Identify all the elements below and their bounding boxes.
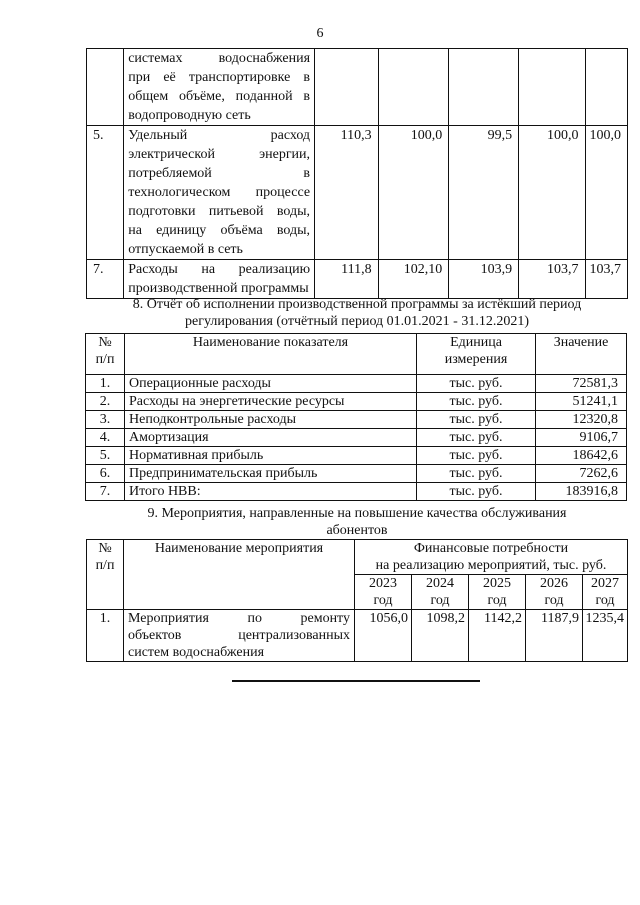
- value-cell: [585, 49, 628, 126]
- value-cell: 99,5: [449, 126, 519, 260]
- table-row: [86, 411, 627, 429]
- table-row: [87, 49, 628, 126]
- table-row: [87, 610, 628, 662]
- page-number: 6: [316, 26, 324, 41]
- table-row: [86, 447, 627, 465]
- column-header-financial-needs: Финансовые потребности на реализацию мероприятий, тыс. руб.: [355, 540, 628, 575]
- value-cell: 103,7: [585, 260, 628, 299]
- indicators-table-continuation: [86, 48, 628, 299]
- value-cell: 1235,4: [583, 610, 628, 662]
- indicator-name: Амортизация: [125, 429, 417, 447]
- row-number: 1.: [86, 375, 125, 393]
- row-number: 1.: [87, 610, 124, 662]
- unit-cell: тыс. руб.: [417, 483, 536, 501]
- value-cell: [315, 49, 379, 126]
- row-number: 7.: [86, 483, 125, 501]
- table-row: [86, 429, 627, 447]
- value-cell: 72581,3: [536, 375, 627, 393]
- indicator-name: Итого НВВ:: [125, 483, 417, 501]
- value-cell: 111,8: [315, 260, 379, 299]
- value-cell: 12320,8: [536, 411, 627, 429]
- row-number: 5.: [86, 447, 125, 465]
- value-cell: [378, 49, 449, 126]
- indicator-name: Нормативная прибыль: [125, 447, 417, 465]
- table-row: [87, 260, 628, 299]
- value-cell: 103,9: [449, 260, 519, 299]
- indicator-description: системах водоснабжения при её транспортировке в общем объёме, поданной в водопроводную сеть: [124, 49, 315, 126]
- value-cell: 7262,6: [536, 465, 627, 483]
- indicator-name: Операционные расходы: [125, 375, 417, 393]
- production-program-report-table: [85, 333, 627, 501]
- indicator-description: Удельный расход электрической энергии, потребляемой в технологическом процессе подготовки питьевой воды, на единицу объёма воды, отпускаемой в сеть: [124, 126, 315, 260]
- unit-cell: тыс. руб.: [417, 465, 536, 483]
- value-cell: 110,3: [315, 126, 379, 260]
- value-cell: 1098,2: [412, 610, 469, 662]
- column-header-name: Наименование мероприятия: [124, 540, 355, 610]
- table-row: [86, 375, 627, 393]
- row-number: 3.: [86, 411, 125, 429]
- table-row: [86, 393, 627, 411]
- unit-cell: тыс. руб.: [417, 375, 536, 393]
- value-cell: 100,0: [519, 126, 585, 260]
- table-row: [87, 126, 628, 260]
- indicator-name: Предпринимательская прибыль: [125, 465, 417, 483]
- table-header-row: [86, 334, 627, 375]
- table-header-row: [87, 540, 628, 575]
- unit-cell: тыс. руб.: [417, 411, 536, 429]
- value-cell: 1187,9: [526, 610, 583, 662]
- unit-cell: тыс. руб.: [417, 393, 536, 411]
- service-quality-measures-table: [86, 539, 628, 662]
- indicator-name: Неподконтрольные расходы: [125, 411, 417, 429]
- row-number: 5.: [87, 126, 124, 260]
- row-number: 6.: [86, 465, 125, 483]
- column-header-number: № п/п: [87, 540, 124, 610]
- table-row: [86, 483, 627, 501]
- year-header: 2027 год: [583, 575, 628, 610]
- measure-description: Мероприятия по ремонту объектов централизованных систем водоснабжения: [124, 610, 355, 662]
- column-header-name: Наименование показателя: [125, 334, 417, 375]
- value-cell: 18642,6: [536, 447, 627, 465]
- value-cell: 1142,2: [469, 610, 526, 662]
- year-header: 2024 год: [412, 575, 469, 610]
- unit-cell: тыс. руб.: [417, 447, 536, 465]
- value-cell: 51241,1: [536, 393, 627, 411]
- section-9-heading: 9. Мероприятия, направленные на повышение качества обслуживания абонентов: [147, 506, 567, 538]
- end-divider: [232, 680, 480, 682]
- value-cell: [449, 49, 519, 126]
- column-header-value: Значение: [536, 334, 627, 375]
- row-number: 2.: [86, 393, 125, 411]
- year-header: 2026 год: [526, 575, 583, 610]
- row-number: [87, 49, 124, 126]
- row-number: 7.: [87, 260, 124, 299]
- year-header: 2025 год: [469, 575, 526, 610]
- value-cell: [519, 49, 585, 126]
- value-cell: 183916,8: [536, 483, 627, 501]
- value-cell: 9106,7: [536, 429, 627, 447]
- value-cell: 100,0: [585, 126, 628, 260]
- unit-cell: тыс. руб.: [417, 429, 536, 447]
- indicator-description: Расходы на реализацию производственной программы: [124, 260, 315, 299]
- indicator-name: Расходы на энергетические ресурсы: [125, 393, 417, 411]
- column-header-unit: Единица измерения: [417, 334, 536, 375]
- value-cell: 103,7: [519, 260, 585, 299]
- section-8-heading: 8. Отчёт об исполнении производственной программы за истёкший период регулирования (отчётный период 01.01.2021 - 31.12.2021): [132, 297, 582, 329]
- year-header: 2023 год: [355, 575, 412, 610]
- row-number: 4.: [86, 429, 125, 447]
- value-cell: 100,0: [378, 126, 449, 260]
- column-header-number: № п/п: [86, 334, 125, 375]
- value-cell: 102,10: [378, 260, 449, 299]
- value-cell: 1056,0: [355, 610, 412, 662]
- table-row: [86, 465, 627, 483]
